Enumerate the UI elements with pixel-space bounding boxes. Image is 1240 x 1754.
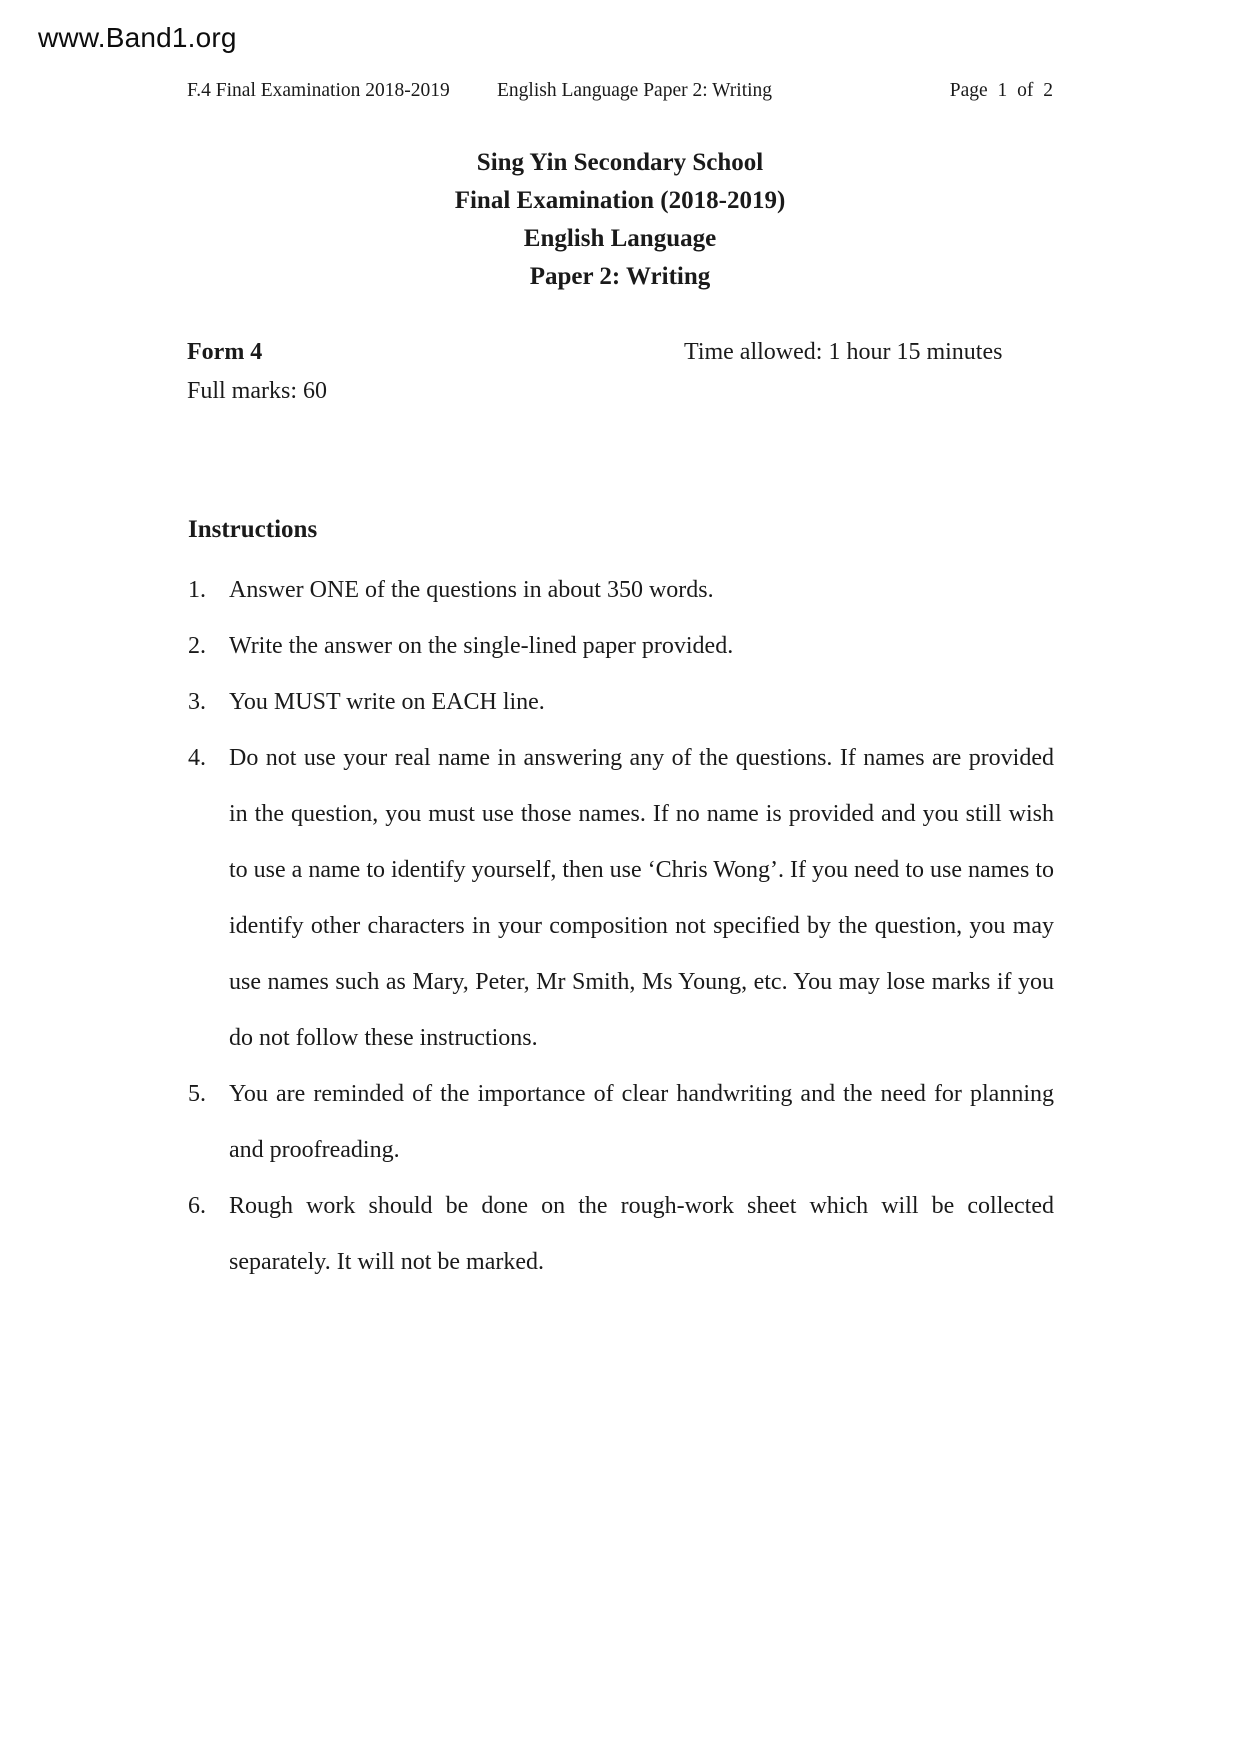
instruction-item [188, 1178, 1054, 1290]
time-allowed-label: Time allowed: 1 hour 15 minutes [684, 339, 1003, 365]
item-text: Rough work should be done on the rough-work sheet which will be collected separately. It will not be marked. [229, 1193, 1054, 1275]
paper-name: Paper 2: Writing [529, 263, 711, 290]
instruction-item [188, 562, 1054, 618]
item-number: 1. [188, 577, 206, 603]
instruction-item [188, 1066, 1054, 1178]
title-block [0, 144, 1240, 296]
item-text: Answer ONE of the questions in about 350 words. [229, 577, 714, 603]
item-number: 2. [188, 633, 206, 659]
instruction-item [188, 730, 1054, 1066]
item-number: 4. [188, 745, 206, 771]
instruction-item [188, 618, 1054, 674]
item-text: Do not use your real name in answering any of the questions. If names are provided in the question, you must use those names. If no name is provided and you still wish to use a name to identify yourself, then use ‘Chris Wong’. If you need to use names to identify other characters in your composition not specified by the question, you may use names such as Mary, Peter, Mr Smith, Ms Young, etc. You may lose marks if you do not follow these instructions. [229, 745, 1054, 1051]
instruction-list [188, 562, 1054, 1290]
header-page-number: Page 1 of 2 [949, 80, 1053, 101]
exam-name: Final Examination (2018-2019) [454, 187, 786, 214]
watermark-text: www.Band1.org [38, 22, 237, 53]
instruction-item [188, 674, 1054, 730]
item-number: 3. [188, 689, 206, 715]
item-text: Write the answer on the single-lined paper provided. [229, 633, 734, 659]
meta-block [187, 333, 1053, 411]
school-name: Sing Yin Secondary School [476, 149, 764, 176]
header-exam-title: F.4 Final Examination 2018-2019 [187, 80, 450, 101]
instructions-heading: Instructions [188, 516, 318, 543]
form-label: Form 4 [187, 339, 263, 365]
page-header [187, 80, 1053, 106]
meta-row-1 [187, 333, 1053, 372]
subject-name: English Language [523, 225, 717, 252]
header-paper-title: English Language Paper 2: Writing [497, 80, 773, 101]
item-text: You MUST write on EACH line. [229, 689, 545, 715]
item-text: You are reminded of the importance of clear handwriting and the need for planning and proofreading. [229, 1081, 1054, 1163]
full-marks-label: Full marks: 60 [187, 378, 328, 404]
item-number: 6. [188, 1193, 206, 1219]
item-number: 5. [188, 1081, 206, 1107]
